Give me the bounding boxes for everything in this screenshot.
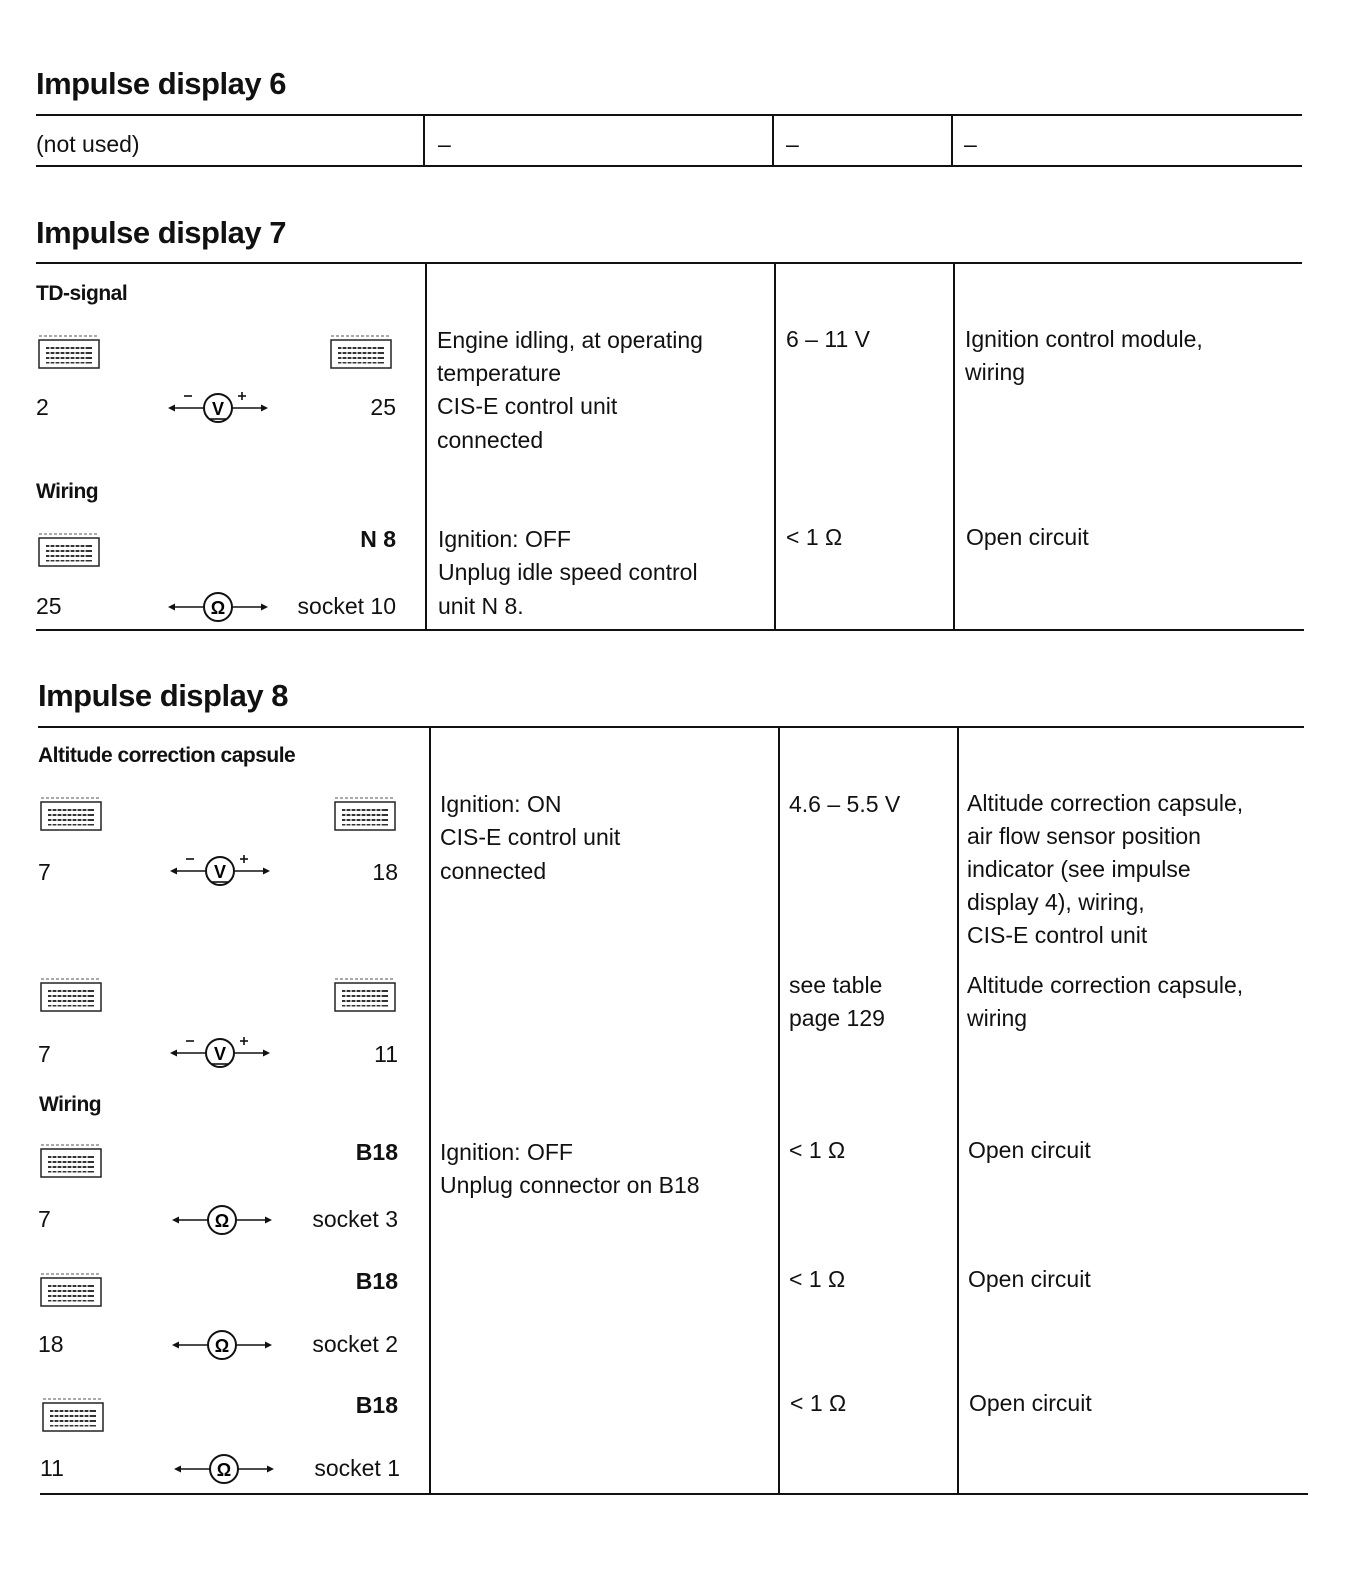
cause-line: display 4), wiring,	[967, 889, 1145, 915]
value-line: see table	[789, 972, 883, 998]
right-pin: 25	[370, 394, 396, 420]
condition-line: CIS-E control unit	[440, 824, 621, 850]
ohmmeter-icon	[170, 1202, 274, 1238]
meter-glyph: Ω	[214, 1336, 230, 1356]
component-label: B18	[355, 1392, 398, 1418]
cause-line: indicator (see impulse	[967, 856, 1191, 882]
cause-line: Open circuit	[968, 1137, 1091, 1163]
rule	[36, 165, 1302, 167]
cell-dash: –	[438, 131, 451, 157]
value: < 1 Ω	[789, 1266, 846, 1292]
condition-line: Unplug connector on B18	[440, 1172, 700, 1198]
value-line: page 129	[789, 1005, 885, 1031]
connector-icon	[40, 977, 104, 1015]
condition-line: connected	[437, 427, 544, 453]
meter-glyph: V	[213, 862, 227, 882]
value: < 1 Ω	[786, 524, 843, 550]
connector-icon	[42, 1397, 106, 1435]
cause-line: wiring	[967, 1005, 1028, 1031]
cell-dash: –	[786, 131, 799, 157]
connector-icon	[38, 334, 102, 372]
col-divider	[423, 114, 425, 166]
component-label: B18	[355, 1268, 398, 1294]
col-divider	[429, 726, 431, 1494]
meter-glyph: Ω	[210, 598, 226, 618]
voltmeter-icon	[168, 853, 272, 889]
condition-line: connected	[440, 858, 547, 884]
meter-glyph: Ω	[214, 1211, 230, 1231]
meter-glyph: V	[211, 399, 225, 419]
rule	[38, 726, 1304, 728]
left-pin: 25	[36, 593, 62, 619]
connector-icon	[330, 334, 394, 372]
rule	[36, 262, 1302, 264]
connector-icon	[40, 796, 104, 834]
component-label: N 8	[360, 526, 396, 552]
left-pin: 7	[38, 859, 51, 885]
condition-line: Ignition: OFF	[440, 1139, 573, 1165]
voltmeter-icon	[168, 1035, 272, 1071]
cause-line: CIS-E control unit	[967, 922, 1148, 948]
condition-line: Ignition: OFF	[438, 526, 571, 552]
left-pin: 18	[38, 1331, 64, 1357]
rule	[36, 629, 1304, 631]
cause-line: Open circuit	[966, 524, 1089, 550]
cause-line: air flow sensor position	[967, 823, 1201, 849]
condition-line: temperature	[437, 360, 562, 386]
left-pin: 11	[40, 1455, 64, 1481]
condition-line: Ignition: ON	[440, 791, 562, 817]
right-pin: 18	[372, 859, 398, 885]
group-label-altitude: Altitude correction capsule	[38, 744, 296, 767]
meter-glyph: V	[213, 1044, 227, 1064]
cause-line: Open circuit	[968, 1266, 1091, 1292]
connector-icon	[40, 1143, 104, 1181]
group-label-wiring: Wiring	[36, 480, 99, 503]
value: 4.6 – 5.5 V	[789, 791, 901, 817]
col-divider	[425, 262, 427, 630]
condition-line: Engine idling, at operating	[437, 327, 703, 353]
condition-line: Unplug idle speed control	[438, 559, 698, 585]
col-divider	[778, 726, 780, 1494]
ohmmeter-icon	[166, 589, 270, 625]
cause-line: Altitude correction capsule,	[967, 972, 1244, 998]
cause-line: wiring	[965, 359, 1026, 385]
value: 6 – 11 V	[786, 326, 870, 352]
cause-line: Altitude correction capsule,	[967, 790, 1244, 816]
value: < 1 Ω	[789, 1137, 846, 1163]
connector-icon	[40, 1272, 104, 1310]
right-pin: socket 3	[312, 1206, 398, 1232]
col-divider	[953, 262, 955, 630]
right-pin: socket 2	[312, 1331, 398, 1357]
right-pin: socket 1	[314, 1455, 400, 1481]
cell-dash: –	[964, 131, 977, 157]
section-title-8: Impulse display 8	[38, 678, 288, 713]
section-title-7: Impulse display 7	[36, 215, 286, 250]
col-divider	[951, 114, 953, 166]
section-title-6: Impulse display 6	[36, 66, 286, 101]
connector-icon	[38, 532, 102, 570]
left-pin: 2	[36, 394, 49, 420]
ohmmeter-icon	[172, 1451, 276, 1487]
condition-line: unit N 8.	[438, 593, 524, 619]
value: < 1 Ω	[790, 1390, 847, 1416]
col-divider	[774, 262, 776, 630]
connector-icon	[334, 796, 398, 834]
right-pin: socket 10	[297, 593, 396, 619]
left-pin: 7	[38, 1206, 51, 1232]
connector-icon	[334, 977, 398, 1015]
cause-line: Open circuit	[969, 1390, 1092, 1416]
ohmmeter-icon	[170, 1327, 274, 1363]
col-divider	[772, 114, 774, 166]
condition-line: CIS-E control unit	[437, 393, 618, 419]
group-label-td-signal: TD-signal	[36, 282, 128, 305]
left-pin: 7	[38, 1041, 51, 1067]
voltmeter-icon	[166, 390, 270, 426]
rule	[40, 1493, 1308, 1495]
col-divider	[957, 726, 959, 1494]
right-pin: 11	[374, 1041, 398, 1067]
group-label-wiring: Wiring	[39, 1093, 102, 1116]
cause-line: Ignition control module,	[965, 326, 1203, 352]
rule	[36, 114, 1302, 116]
cell-not-used: (not used)	[36, 131, 140, 157]
component-label: B18	[355, 1139, 398, 1165]
meter-glyph: Ω	[216, 1460, 232, 1480]
